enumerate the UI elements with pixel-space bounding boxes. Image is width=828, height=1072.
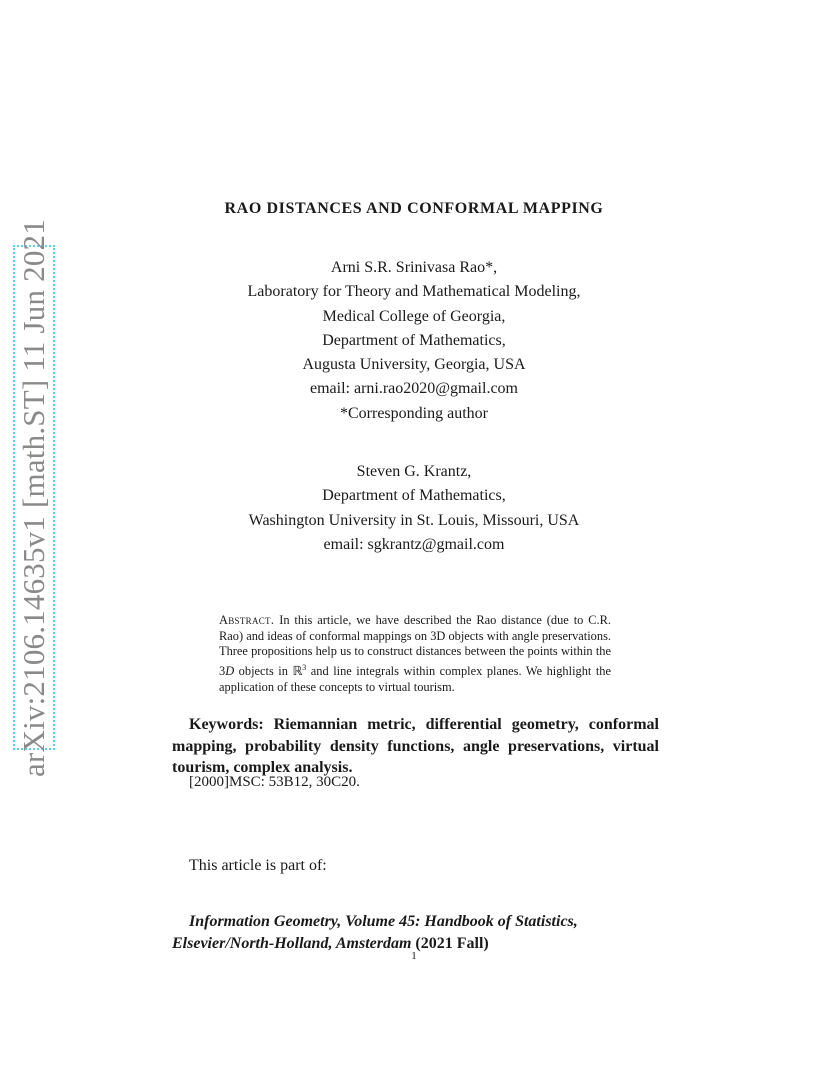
keywords xyxy=(172,714,659,779)
abstract-label: Abstract. xyxy=(219,613,275,627)
keywords-text: Keywords: Riemannian metric, differential geometry, conformal mapping, probability density functions, angle preservations, virtual tourism, complex analysis. xyxy=(172,716,659,776)
author1-affiliation-3: Department of Mathematics, xyxy=(322,331,506,349)
author1-name: Arni S.R. Srinivasa Rao*, xyxy=(330,259,498,276)
paper-title: RAO DISTANCES AND CONFORMAL MAPPING xyxy=(224,200,604,217)
abstract-text-sup: 3 xyxy=(302,662,307,672)
author1-affiliation-4: Augusta University, Georgia, USA xyxy=(302,356,526,374)
msc-classification: [2000]MSC: 53B12, 30C20. xyxy=(189,774,360,790)
author1-affiliation-1: Laboratory for Theory and Mathematical Modeling, xyxy=(247,283,581,301)
abstract-text-1: In this article, we have described the Rao distance (due to C.R. Rao) and ideas of conformal mappings on 3D objects with angle preservations. Three propositions help us to construct distances between the points within the 3 xyxy=(219,613,611,678)
journal-reference xyxy=(172,911,659,954)
author2-email: email: sgkrantz@gmail.com xyxy=(323,535,505,553)
arxiv-stamp-text: arXiv:2106.14635v1 [math.ST] 11 Jun 2021 xyxy=(16,219,51,777)
author1-email: email: arni.rao2020@gmail.com xyxy=(309,380,518,398)
journal-line-1: Information Geometry, Volume 45: Handbook of Statistics, xyxy=(189,913,578,930)
page-number: 1 xyxy=(411,950,417,962)
abstract-text-3: and line integrals within complex planes. We highlight the application of these concepts to virtual tourism. xyxy=(219,663,611,694)
journal-publisher: Elsevier/North-Holland, Amsterdam xyxy=(172,934,412,952)
author2-block xyxy=(0,460,828,557)
part-of-note: This article is part of: xyxy=(189,857,327,874)
abstract-text-d: D xyxy=(225,663,235,678)
author1-affiliation-2: Medical College of Georgia, xyxy=(322,307,506,325)
author2-affiliation-1: Department of Mathematics, xyxy=(322,487,506,505)
author1-block xyxy=(0,256,828,426)
abstract xyxy=(219,613,611,695)
author1-note: *Corresponding author xyxy=(340,404,488,422)
abstract-text-2: objects in ℝ xyxy=(234,663,303,678)
author2-affiliation-2: Washington University in St. Louis, Missouri, USA xyxy=(248,511,580,529)
author2-name: Steven G. Krantz, xyxy=(356,463,472,480)
journal-year: (2021 Fall) xyxy=(411,934,489,952)
